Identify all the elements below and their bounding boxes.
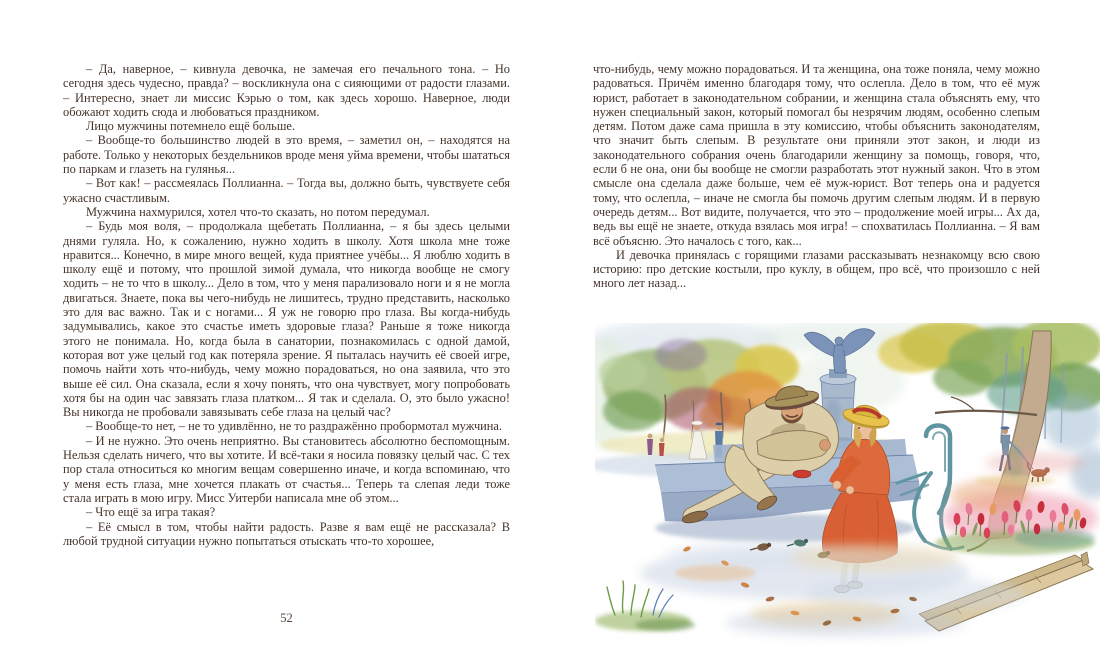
paragraph: Мужчина нахмурился, хотел что-то сказать, но потом передумал.	[86, 204, 430, 219]
paragraph: – Да, наверное, – кивнула девочка, не замечая его печального тона. – Но сегодня здесь чудесно, правда? – воскликнула она с сияющими от радости глазами. – Интересно, знает ли миссис Кэрью о том, как здесь хорошо. Наверное, люди обожают ходить сюда и любоваться праздником.	[63, 62, 510, 119]
paragraph: – И не нужно. Это очень неприятно. Вы становитесь абсолютно беспомощным. Нельзя сделать ничего, что вы хотите. И всё-таки я носила повязку целый час. С тех пор стала относиться ко многим вещам совершенно иначе, и когда вспоминаю, что у меня есть глаза, мне хочется плакать от счастья... Теперь та слепая леди тоже стала играть в мою игру. Мисс Уитерби написала мне об этом...	[63, 433, 510, 505]
tulip-flowerbed	[935, 480, 1098, 555]
left-page-text	[63, 62, 510, 548]
left-page-number: 52	[280, 611, 293, 625]
paragraph: что-нибудь, чему можно порадоваться. И та женщина, она тоже поняла, чему можно радоваться. Причём именно благодаря тому, что ослепла. Дело в том, что её муж юрист, работает в законодательном собрании, и женщина стала объяснять ему, что нужен специальный закон, который помогал бы незрячим людям, особенно слепым детям. Потом даже сама пришла в эту комиссию, чтобы объяснить законодателям, что значит быть слепым. В результате они приняли этот закон, и люди из законодательного собрания очень благодарили женщину за помощь, говоря, что, если б не она, они бы вообще не смогли разработать этот нужный закон. Что в этом смысле она сделала даже больше, чем её муж-юрист. Вот теперь она и радуется тому, что ослепла, – иначе не смогла бы помочь другим слепым людям. И в первую очередь детям... Вот видите, получается, что это – продолжение моей игры... Ах да, ведь вы ещё не знаете, откуда взялась моя игра! – спохватилась Поллианна. – Я вам всё объясню. Это началось с того, как...	[593, 62, 1040, 248]
right-page-text	[593, 62, 1040, 291]
paragraph: – Что ещё за игра такая?	[86, 505, 216, 520]
paragraph: – Вообще-то нет, – не то удивлённо, не то раздражённо пробормотал мужчина.	[86, 419, 503, 434]
paragraph: Лицо мужчины потемнело ещё больше.	[86, 119, 295, 134]
paragraph: – Будь моя воля, – продолжала щебетать Поллианна, – я бы здесь целыми днями гуляла. Но, к сожалению, нужно ходить в школу. Хотя школа мне тоже нравится... Конечно, в мире много вещей, куда приятнее учёбы... Я люблю ходить в школу ещё и потому, что прошлой зимой думала, что никогда вообще не смогу ходить – не то что в школу... Дело в том, что у меня парализовало ноги и я не могла двигаться. Знаете, пока вы чего-нибудь не лишитесь, трудно представить, насколько это для вас важно. Так и с ногами... Я уж не говорю про глаза. Вы когда-нибудь задумывались, какое это счастье иметь здоровые глаза? Раньше я тоже никогда этого не понимала. Но, когда была в санатории, познакомилась с одной дамой, которая вот уже целый год как потеряла зрение. Я пыталась научить её своей игре, помочь найти хоть что-нибудь, чему можно порадоваться, но она заявила, что это выше её сил. Она сказала, если я хочу понять, что она чувствует, могу попробовать хотя бы на один час завязать глаза платком... Я так и сделала. О, это было ужасно! Вы никогда не пробовали завязывать себе глаза на целый час?	[63, 219, 510, 420]
paragraph: И девочка принялась с горящими глазами рассказывать незнакомцу всю свою историю: про детские костыли, про куклу, в общем, про всё, что произошло с ней много лет назад...	[593, 247, 1040, 291]
ground	[595, 539, 1025, 637]
paragraph: – Вообще-то большинство людей в это время, – заметил он, – находятся на работе. Только у некоторых бездельников вроде меня уйма времени, чтобы шататься по паркам и глазеть на гулянья...	[63, 133, 510, 177]
page-right	[550, 0, 1100, 663]
paragraph: – Вот как! – рассмеялась Поллианна. – Тогда вы, должно быть, чувствуете себя ужасно счастливым.	[63, 176, 510, 205]
paragraph: – Её смысл в том, чтобы найти радость. Разве я вам ещё не рассказала? В любой трудной ситуации нужно попытаться отыскать что-то хорошее,	[63, 519, 510, 548]
park-scene-illustration	[595, 323, 1100, 658]
